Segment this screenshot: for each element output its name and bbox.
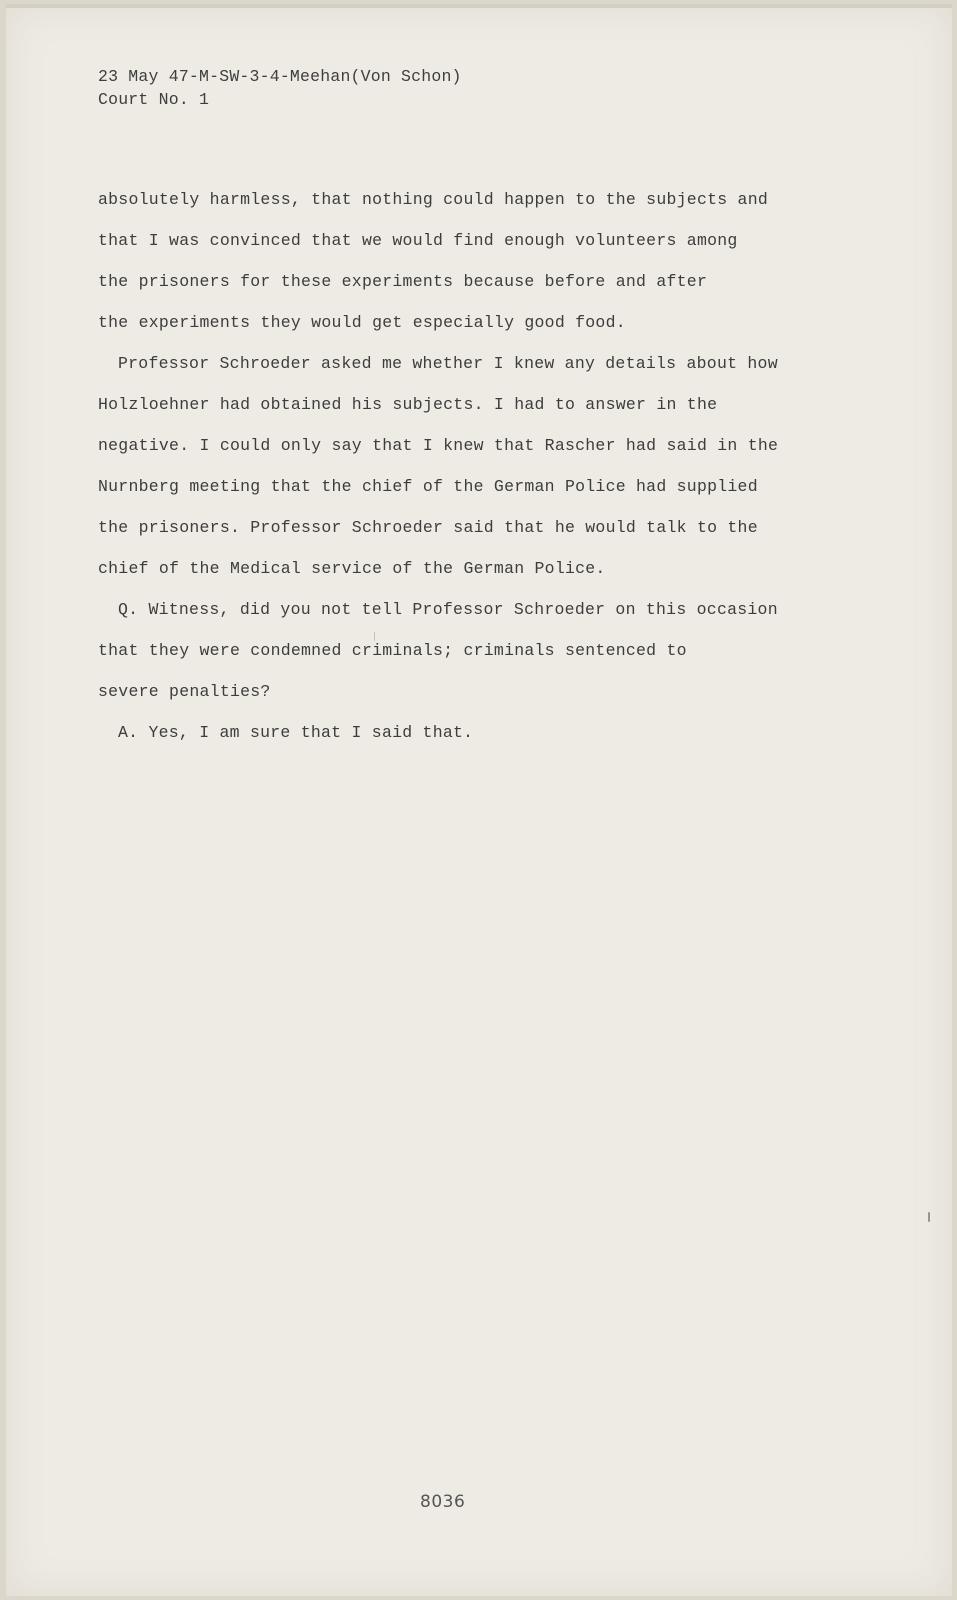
document-header-line-1: 23 May 47-M-SW-3-4-Meehan(Von Schon) xyxy=(98,67,462,86)
body-line-8: Nurnberg meeting that the chief of the German Police had supplied xyxy=(98,477,758,496)
body-line-4: the experiments they would get especially good food. xyxy=(98,313,626,332)
body-line-12: that they were condemned criminals; criminals sentenced to xyxy=(98,641,687,660)
body-line-2: that I was convinced that we would find enough volunteers among xyxy=(98,231,738,250)
body-line-1: absolutely harmless, that nothing could happen to the subjects and xyxy=(98,190,769,209)
body-line-14: A. Yes, I am sure that I said that. xyxy=(118,723,474,742)
page-number: 8036 xyxy=(420,1492,466,1512)
body-line-6: Holzloehner had obtained his subjects. I had to answer in the xyxy=(98,395,718,414)
paper-mark xyxy=(374,632,375,641)
body-line-9: the prisoners. Professor Schroeder said that he would talk to the xyxy=(98,518,758,537)
document-page xyxy=(6,4,952,1596)
body-line-10: chief of the Medical service of the German Police. xyxy=(98,559,606,578)
body-line-11: Q. Witness, did you not tell Professor Schroeder on this occasion xyxy=(118,600,778,619)
body-line-3: the prisoners for these experiments because before and after xyxy=(98,272,708,291)
document-header-line-2: Court No. 1 xyxy=(98,90,210,109)
body-line-7: negative. I could only say that I knew that Rascher had said in the xyxy=(98,436,779,455)
body-line-13: severe penalties? xyxy=(98,682,271,701)
body-line-5: Professor Schroeder asked me whether I knew any details about how xyxy=(118,354,778,373)
page-top-edge xyxy=(6,4,952,8)
paper-mark xyxy=(928,1212,930,1222)
